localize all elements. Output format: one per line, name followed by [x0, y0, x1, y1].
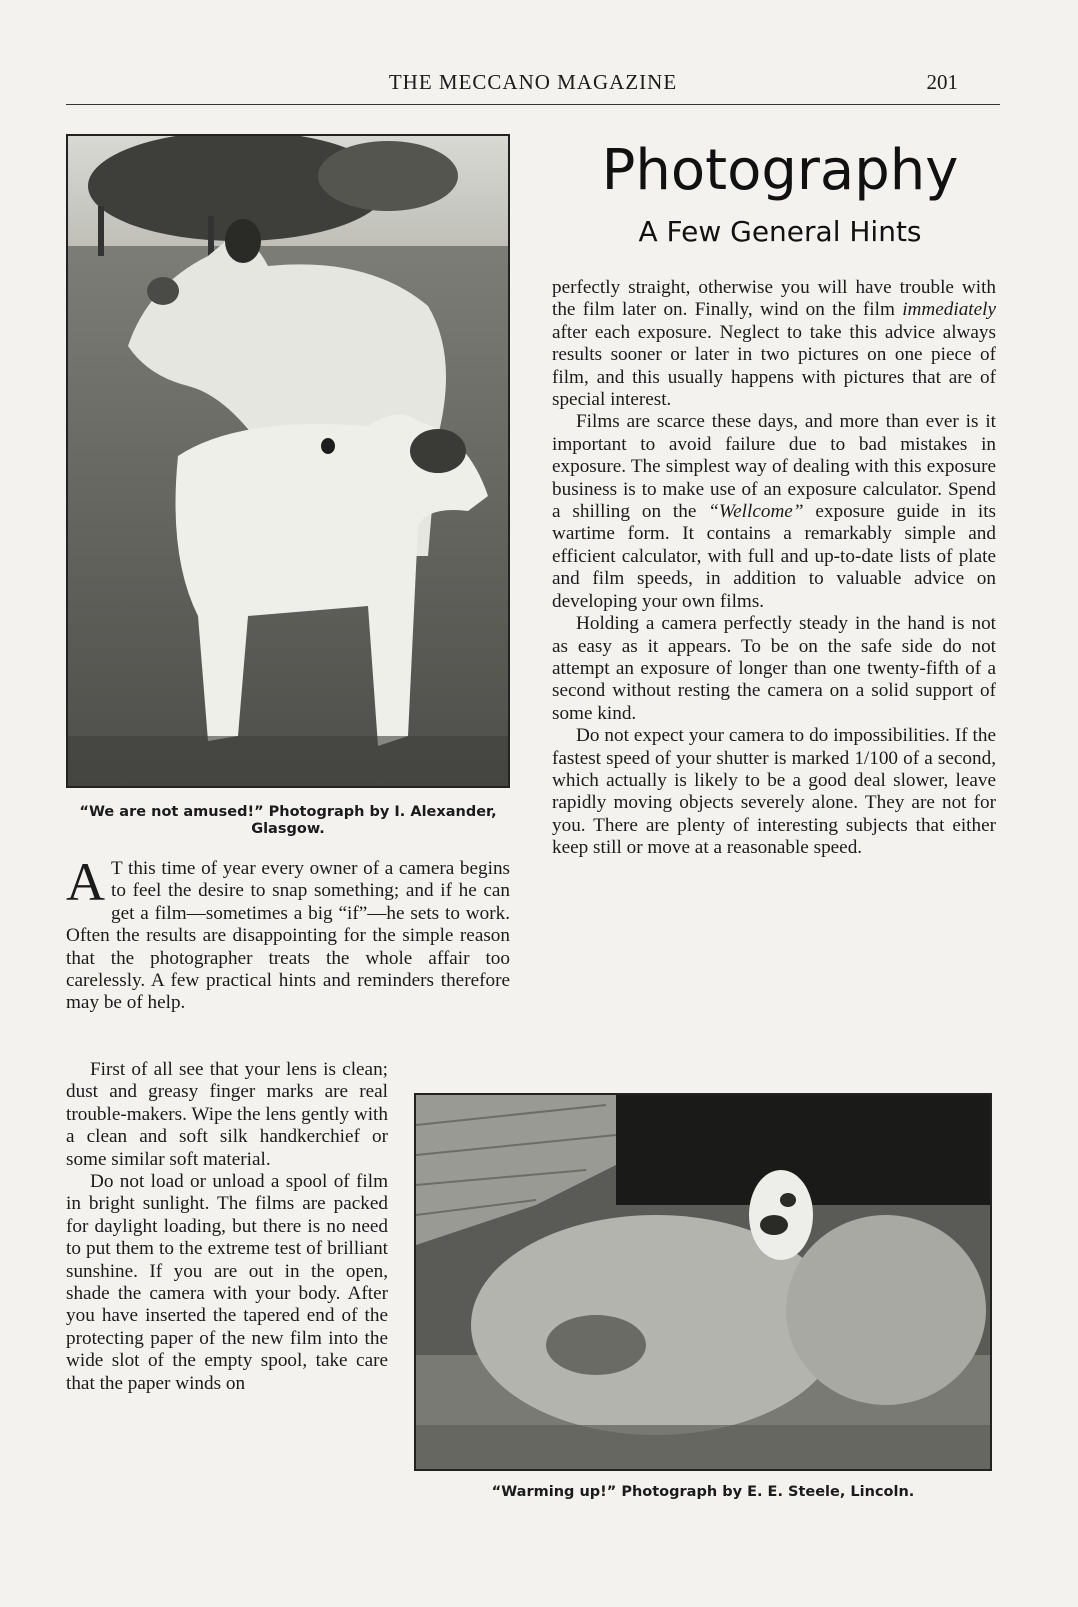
page-number: 201 — [926, 70, 958, 94]
paragraph: perfectly straight, otherwise you will have trouble with the film later on. Finally, wind on the film immediately after each exposure. Neglect to take this advice always results sooner or later in two pictures on one piece of film, and this usually happens with pictures that are of special interest. — [552, 277, 996, 411]
paragraph: Holding a camera perfectly steady in the hand is not as easy as it appears. To be on the safe side do not attempt an exposure of longer than one twenty-fifth of a second without resting the camera on a solid support of some kind. — [552, 613, 996, 724]
cow-and-calf-illustration — [68, 136, 508, 786]
left-column-narrow — [66, 1059, 388, 1395]
right-column-text — [552, 277, 996, 860]
paragraph: First of all see that your lens is clean; dust and greasy finger marks are real trouble-makers. Wipe the lens gently with a clean and soft silk handkerchief or some similar soft material. — [66, 1059, 388, 1170]
top-caption-line-2: Glasgow. — [251, 821, 325, 837]
paragraph: Do not load or unload a spool of film in bright sunlight. The films are packed for daylight loading, but there is no need to put them to the extreme test of brilliant sunshine. If you are out in the open, shade the camera with your body. After you have inserted the tapered end of the protecting paper of the new film into the wide slot of the empty spool, take care that the paper winds on — [66, 1171, 388, 1394]
emphasis: immediately — [902, 299, 996, 321]
pigs-photo — [414, 1093, 992, 1471]
top-photo-caption — [66, 804, 510, 838]
cow-and-calf-photo — [66, 134, 510, 788]
paragraph: A T this time of year every owner of a camera begins to feel the desire to snap something; and if he can get a film—sometimes a big “if”—he sets to work. Often the results are disappointing for the simple reason that the photographer treats the whole affair too carelessly. A few practical hints and reminders therefore may be of help. — [66, 852, 510, 1014]
drop-cap: A — [66, 852, 105, 912]
paragraph: Films are scarce these days, and more than ever is it important to avoid failure due to bad mistakes in exposure. The simplest way of dealing with this exposure business is to make use of an exposure calculator. Spend a shilling on the “Wellcome” exposure guide in its wartime form. It contains a remarkably simple and efficient calculator, with full and up-to-date lists of plate and film speeds, in addition to valuable advice on developing your own films. — [552, 411, 996, 612]
pigs-illustration — [416, 1095, 990, 1469]
paragraph: Do not expect your camera to do impossibilities. If the fastest speed of your shutter is marked 1/100 of a second, which actually is likely to be a good deal slower, leave rapidly moving objects severely alone. They are not for you. There are plenty of interesting subjects that either keep still or move at a reasonable speed. — [552, 725, 996, 859]
magazine-title: THE MECCANO MAGAZINE — [388, 70, 678, 94]
article-title: Photography — [601, 138, 959, 203]
bottom-photo-caption: “Warming up!” Photograph by E. E. Steele, Lincoln. — [491, 1484, 915, 1500]
left-column-intro — [66, 852, 510, 1015]
top-caption-line-1: “We are not amused!” Photograph by I. Alexander, — [79, 804, 497, 820]
emphasis: “Wellcome” — [708, 501, 804, 523]
article-subtitle: A Few General Hints — [638, 215, 922, 248]
running-head — [66, 64, 1000, 105]
